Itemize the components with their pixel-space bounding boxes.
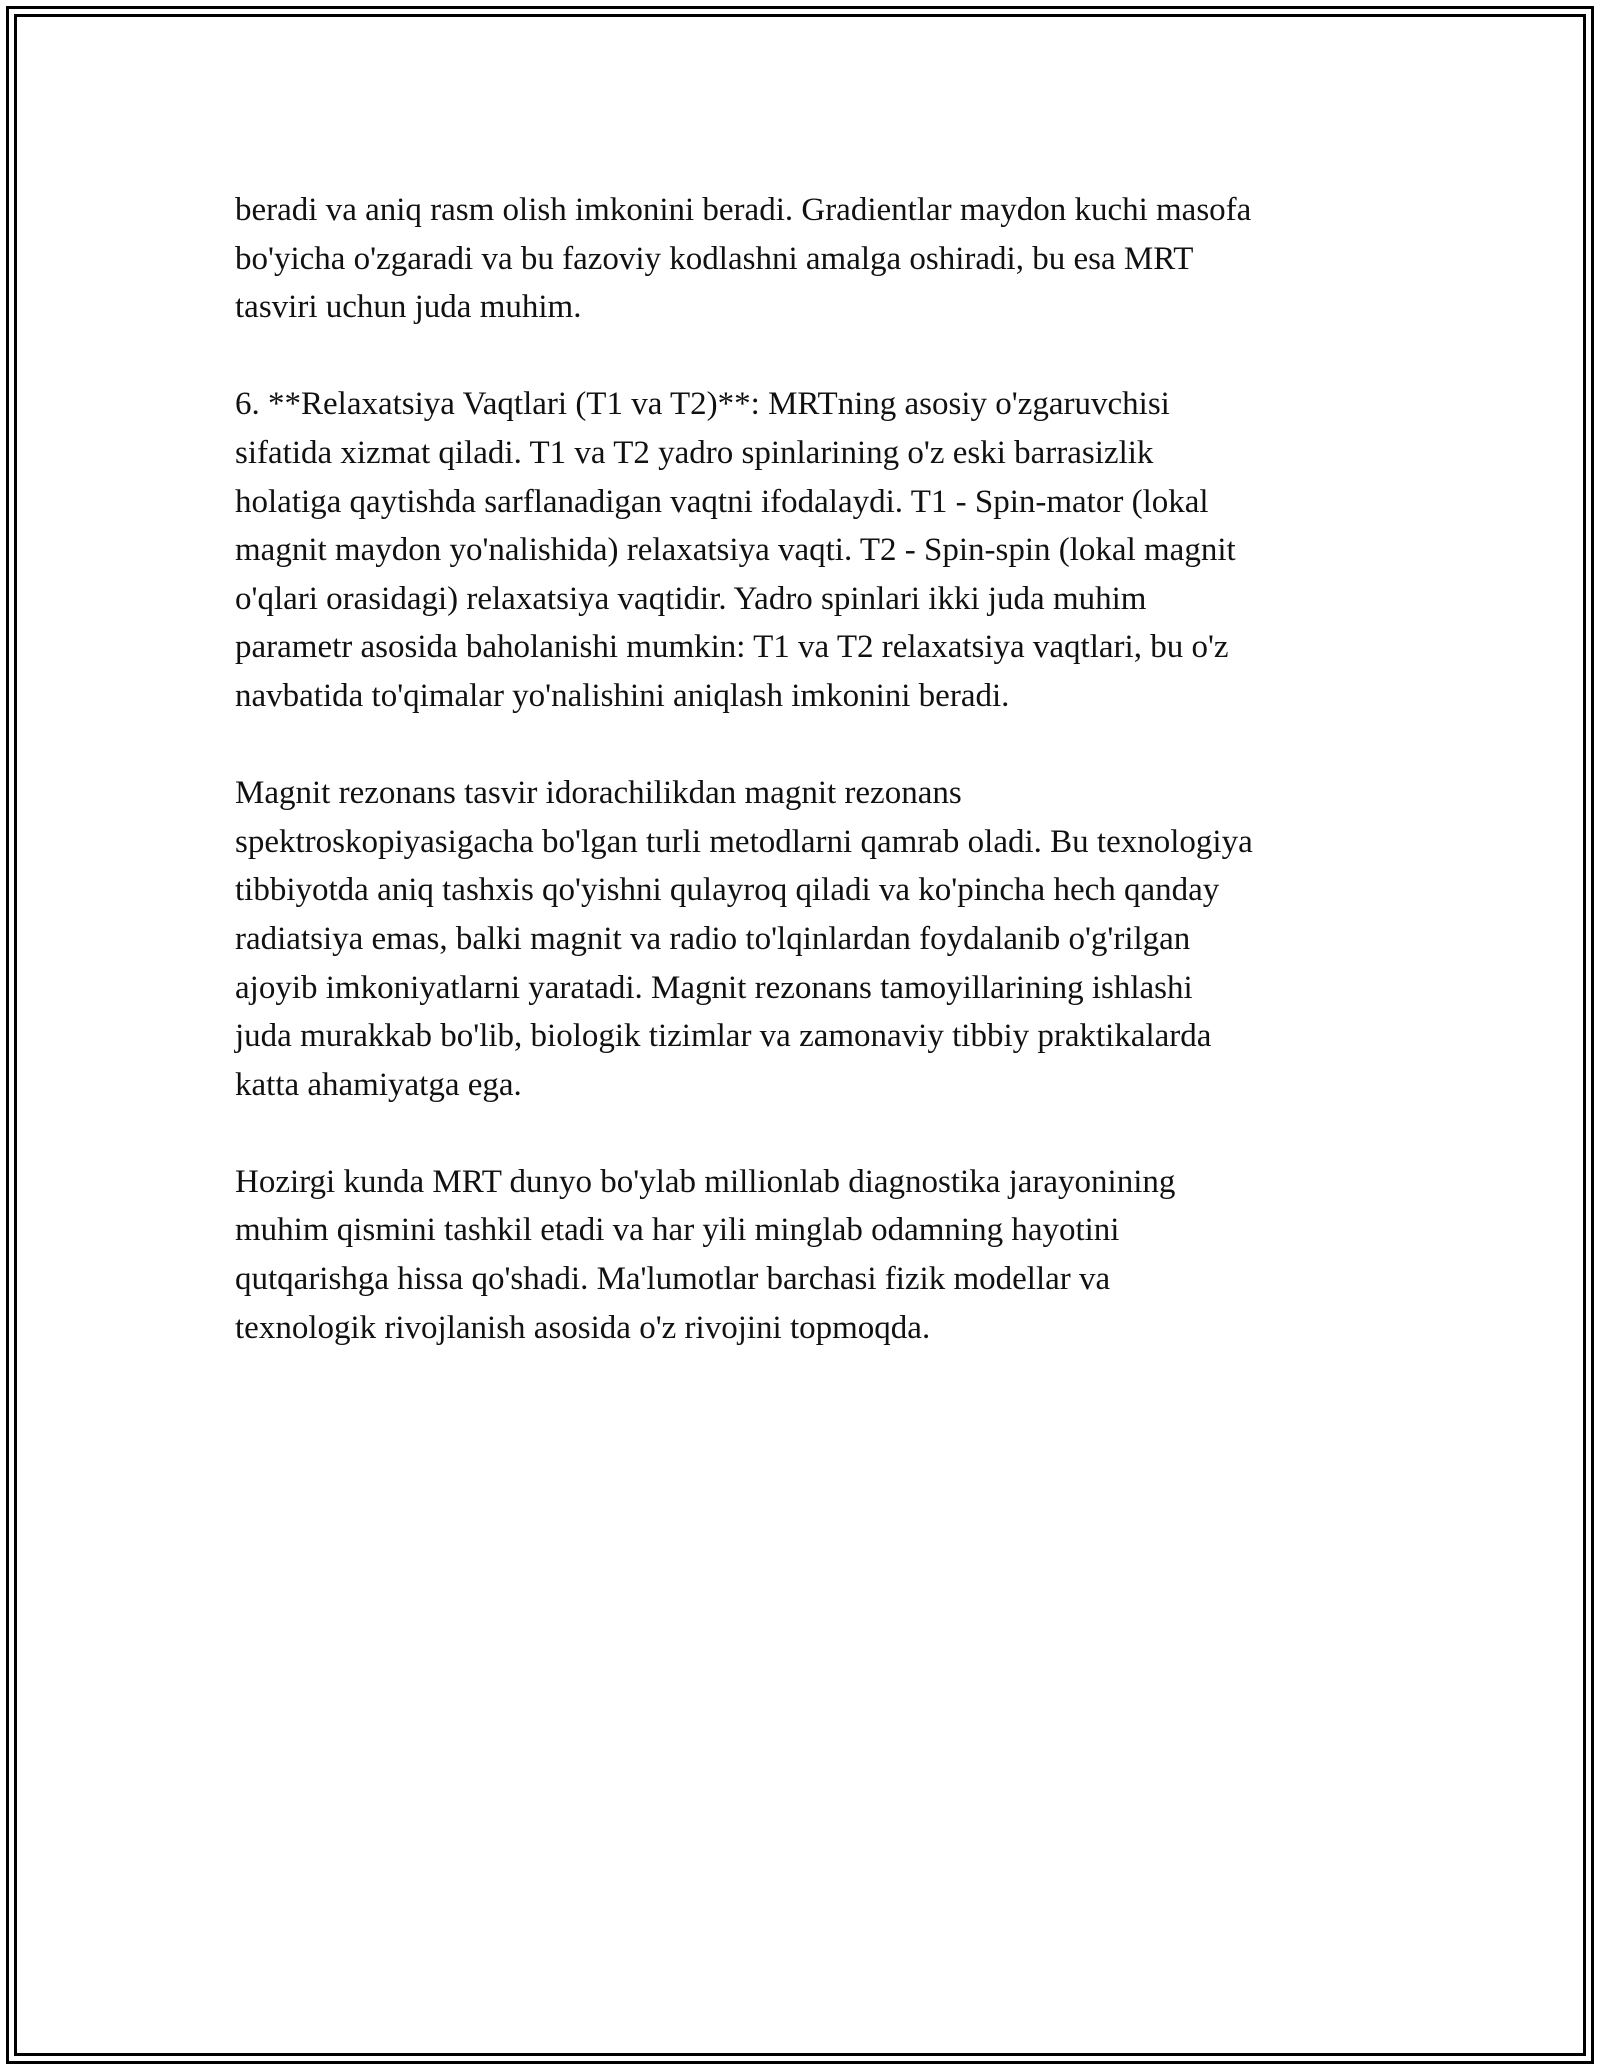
paragraph-mrt-today [235, 1158, 1375, 1352]
document-body [235, 186, 1375, 1401]
text-line: spektroskopiyasigacha bo'lgan turli metodlarni qamrab oladi. Bu texnologiya [235, 823, 1253, 860]
text-line: tibbiyotda aniq tashxis qo'yishni qulayroq qiladi va ko'pincha hech qanday [235, 872, 1220, 909]
text-line: magnit maydon yo'nalishida) relaxatsiya vaqti. T2 - Spin-spin (lokal magnit [235, 532, 1236, 569]
paragraph-mr-methods [235, 769, 1375, 1109]
text-line: parametr asosida baholanishi mumkin: T1 va T2 relaxatsiya vaqtlari, bu o'z [235, 629, 1229, 666]
text-line: radiatsiya emas, balki magnit va radio to'lqinlardan foydalanib o'g'rilgan [235, 920, 1191, 957]
text-line: sifatida xizmat qiladi. T1 va T2 yadro spinlarining o'z eski barrasizlik [235, 434, 1154, 471]
text-line: tasviri uchun juda muhim. [235, 289, 582, 326]
text-line: texnologik rivojlanish asosida o'z rivojini topmoqda. [235, 1309, 931, 1346]
text-line: qutqarishga hissa qo'shadi. Ma'lumotlar barchasi fizik modellar va [235, 1261, 1111, 1298]
text-line: 6. **Relaxatsiya Vaqtlari (T1 va T2)**: MRTning asosiy o'zgaruvchisi [235, 386, 1170, 423]
text-line: juda murakkab bo'lib, biologik tizimlar va zamonaviy tibbiy praktikalarda [235, 1018, 1212, 1055]
text-line: Hozirgi kunda MRT dunyo bo'ylab millionlab diagnostika jarayonining [235, 1163, 1176, 1200]
paragraph-relaxation-times [235, 380, 1375, 720]
text-line: o'qlari orasidagi) relaxatsiya vaqtidir. Yadro spinlari ikki juda muhim [235, 580, 1147, 617]
text-line: holatiga qaytishda sarflanadigan vaqtni ifodalaydi. T1 - Spin-mator (lokal [235, 483, 1209, 520]
text-line: Magnit rezonans tasvir idorachilikdan magnit rezonans [235, 775, 962, 812]
text-line: beradi va aniq rasm olish imkonini beradi. Gradientlar maydon kuchi masofa [235, 192, 1252, 228]
text-line: muhim qismini tashkil etadi va har yili minglab odamning hayotini [235, 1212, 1120, 1249]
text-line: katta ahamiyatga ega. [235, 1066, 522, 1103]
text-line: ajoyib imkoniyatlarni yaratadi. Magnit rezonans tamoyillarining ishlashi [235, 969, 1193, 1006]
paragraph-gradients [235, 186, 1375, 332]
text-line: bo'yicha o'zgaradi va bu fazoviy kodlashni amalga oshiradi, bu esa MRT [235, 240, 1194, 277]
text-line: navbatida to'qimalar yo'nalishini aniqlash imkonini beradi. [235, 677, 1010, 714]
